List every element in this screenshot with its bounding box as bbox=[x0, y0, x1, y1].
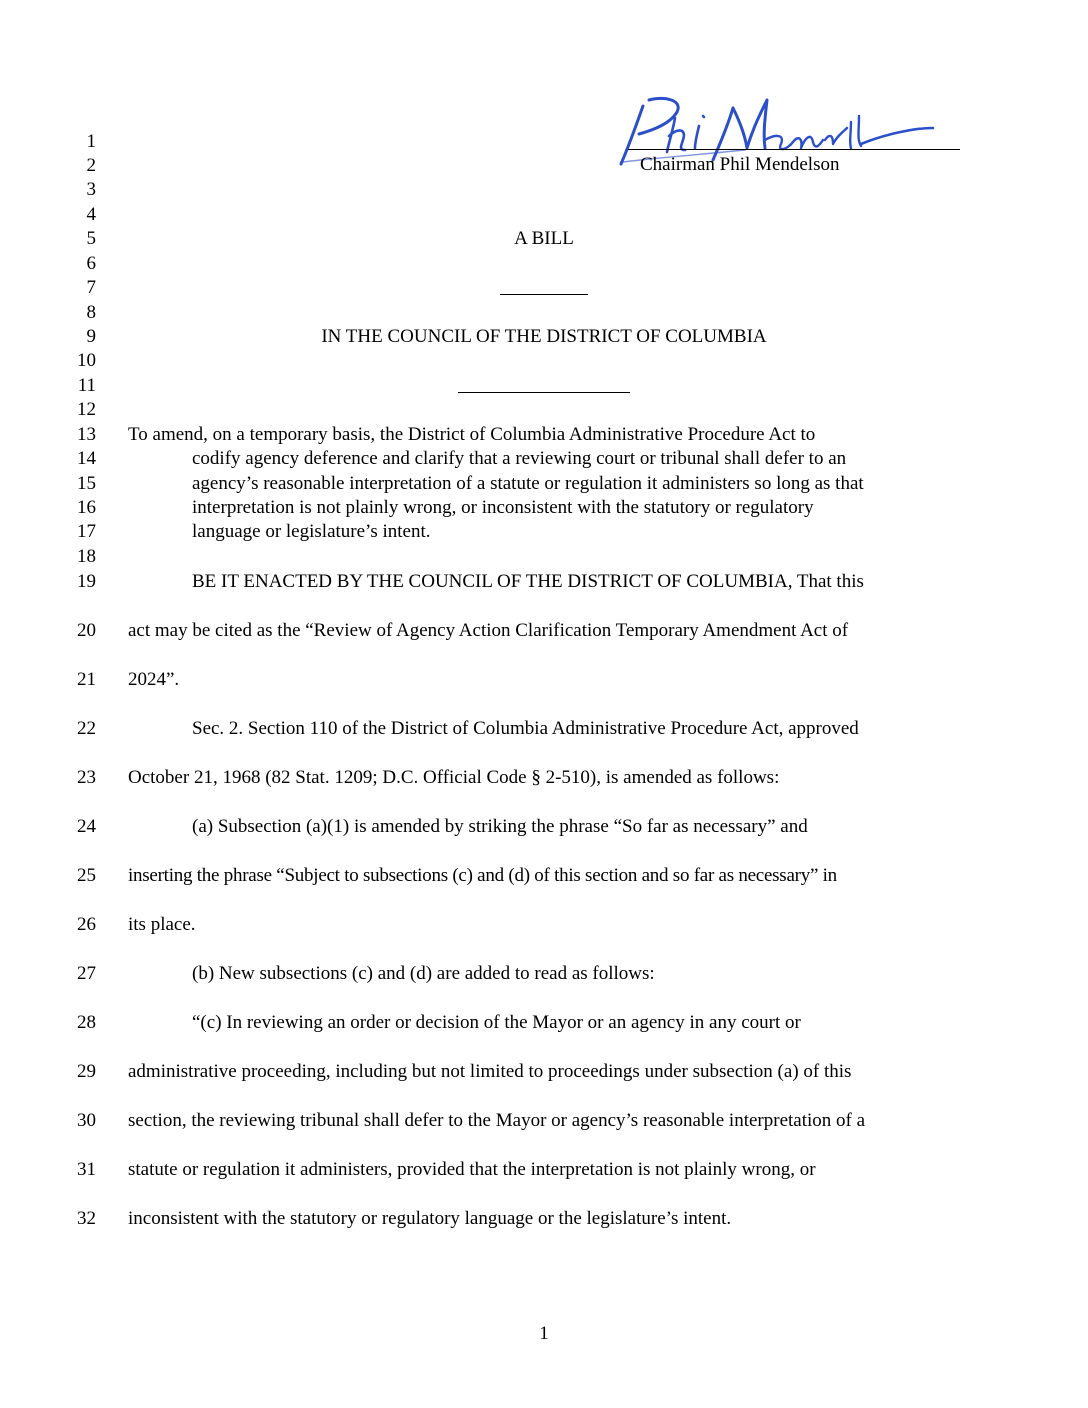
bill-label: A BILL bbox=[514, 228, 574, 249]
bill-number-line bbox=[500, 276, 588, 295]
body-line: act may be cited as the “Review of Agency Action Clarification Temporary Amendment Act of bbox=[128, 620, 849, 641]
body-line: (b) New subsections (c) and (d) are added to read as follows: bbox=[192, 963, 655, 984]
introduction-blank bbox=[0, 374, 1088, 400]
line-number: 19 bbox=[77, 571, 96, 592]
body-line: its place. bbox=[128, 914, 196, 935]
long-title-line: interpretation is not plainly wrong, or inconsistent with the statutory or regulatory bbox=[192, 497, 814, 518]
line-number: 15 bbox=[77, 473, 96, 494]
line-number: 9 bbox=[86, 326, 96, 347]
line-number: 8 bbox=[86, 302, 96, 323]
line-number: 29 bbox=[77, 1061, 96, 1082]
line-number: 2 bbox=[86, 155, 96, 176]
line-number: 31 bbox=[77, 1159, 96, 1180]
line-number: 10 bbox=[77, 350, 96, 371]
long-title-line: codify agency deference and clarify that a reviewing court or tribunal shall defer to an bbox=[192, 448, 847, 469]
line-number: 21 bbox=[77, 669, 96, 690]
body-line: section, the reviewing tribunal shall defer to the Mayor or agency’s reasonable interpretation of a bbox=[128, 1110, 866, 1131]
line-number: 6 bbox=[86, 253, 96, 274]
introduction-line bbox=[458, 374, 630, 393]
body-line: inconsistent with the statutory or regulatory language or the legislature’s intent. bbox=[128, 1208, 732, 1229]
line-number: 22 bbox=[77, 718, 96, 739]
long-title-line: agency’s reasonable interpretation of a statute or regulation it administers so long as that bbox=[192, 473, 864, 494]
line-number: 28 bbox=[77, 1012, 96, 1033]
body-line: “(c) In reviewing an order or decision of the Mayor or an agency in any court or bbox=[192, 1012, 801, 1033]
line-number: 11 bbox=[77, 375, 96, 396]
body-line: administrative proceeding, including but not limited to proceedings under subsection (a) of this bbox=[128, 1061, 852, 1082]
body-line: inserting the phrase “Subject to subsections (c) and (d) of this section and so far as necessary” in bbox=[128, 865, 837, 886]
line-number: 32 bbox=[77, 1208, 96, 1229]
long-title-line: language or legislature’s intent. bbox=[192, 521, 431, 542]
line-number: 30 bbox=[77, 1110, 96, 1131]
line-number: 4 bbox=[86, 204, 96, 225]
line-number: 12 bbox=[77, 399, 96, 420]
body-line: BE IT ENACTED BY THE COUNCIL OF THE DISTRICT OF COLUMBIA, That this bbox=[192, 571, 864, 592]
line-number: 14 bbox=[77, 448, 96, 469]
body-line: 2024”. bbox=[128, 669, 180, 690]
signature-line bbox=[628, 149, 960, 150]
line-number: 7 bbox=[86, 277, 96, 298]
body-line: statute or regulation it administers, provided that the interpretation is not plainly wrong, or bbox=[128, 1159, 816, 1180]
line-number: 5 bbox=[86, 228, 96, 249]
line-number: 26 bbox=[77, 914, 96, 935]
body-line: Sec. 2. Section 110 of the District of Columbia Administrative Procedure Act, approved bbox=[192, 718, 859, 739]
body-line: October 21, 1968 (82 Stat. 1209; D.C. Official Code § 2-510), is amended as follows: bbox=[128, 767, 780, 788]
council-heading: IN THE COUNCIL OF THE DISTRICT OF COLUMBIA bbox=[321, 326, 767, 347]
long-title-line: To amend, on a temporary basis, the District of Columbia Administrative Procedure Act to bbox=[128, 424, 816, 445]
line-number: 16 bbox=[77, 497, 96, 518]
line-number: 23 bbox=[77, 767, 96, 788]
line-number: 3 bbox=[86, 179, 96, 200]
bill-number-blank bbox=[0, 276, 1088, 302]
line-number: 20 bbox=[77, 620, 96, 641]
line-number: 17 bbox=[77, 521, 96, 542]
page-number: 1 bbox=[539, 1323, 549, 1344]
line-number: 27 bbox=[77, 963, 96, 984]
line-number: 18 bbox=[77, 546, 96, 567]
body-line: (a) Subsection (a)(1) is amended by striking the phrase “So far as necessary” and bbox=[192, 816, 808, 837]
line-number: 13 bbox=[77, 424, 96, 445]
line-number: 25 bbox=[77, 865, 96, 886]
signer-label: Chairman Phil Mendelson bbox=[640, 154, 840, 175]
line-number: 24 bbox=[77, 816, 96, 837]
line-number: 1 bbox=[86, 131, 96, 152]
